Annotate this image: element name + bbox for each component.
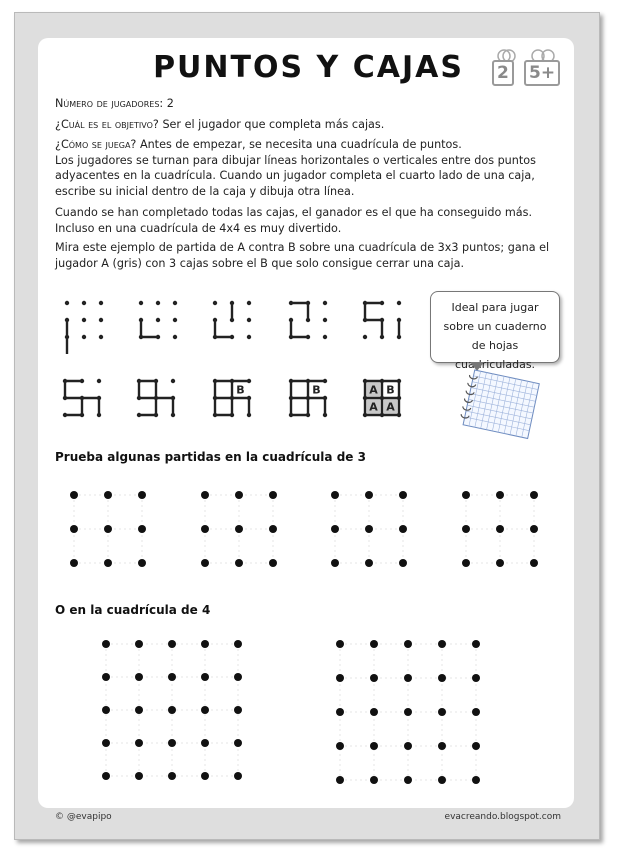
grid-dot (234, 673, 242, 681)
grid-dot (168, 772, 176, 780)
grid-dot (168, 673, 176, 681)
grid-dot (438, 640, 446, 648)
grid-dot (370, 776, 378, 784)
grid-dot (235, 491, 243, 499)
grid-dot (70, 559, 78, 567)
grid-dot (496, 559, 504, 567)
grid-dot (102, 706, 110, 714)
grid-dot (235, 525, 243, 533)
grid-dot (472, 640, 480, 648)
grid-dot (331, 559, 339, 567)
grid-dot (462, 525, 470, 533)
example-box-letter: B (312, 383, 321, 397)
players-value: 2 (166, 97, 174, 110)
page-title: PUNTOS Y CAJAS (153, 50, 464, 85)
grid-dot (530, 491, 538, 499)
grid-dot (70, 491, 78, 499)
practice-grid (70, 491, 146, 567)
grid-dot (135, 673, 143, 681)
grid-dot (135, 772, 143, 780)
grid-dot (365, 525, 373, 533)
grid-dot (336, 776, 344, 784)
practice-grid (336, 640, 480, 784)
grid-dot (370, 640, 378, 648)
grid-dot (138, 491, 146, 499)
grid-dot (201, 673, 209, 681)
grid-dot (104, 525, 112, 533)
players-badge-number: 2 (492, 60, 514, 86)
end-paragraph: Cuando se han completado todas las cajas, el ganador es el que ha conseguido más. Incluso en una cuadrícula de 4x4 es muy divertido. (55, 206, 533, 235)
grid4-heading: O en la cuadrícula de 4 (55, 603, 211, 617)
age-badge-number: 5+ (524, 60, 560, 86)
grid-dot (201, 706, 209, 714)
grid-dot (235, 559, 243, 567)
grid-dot (269, 525, 277, 533)
grid-dot (462, 491, 470, 499)
grid-dot (135, 640, 143, 648)
example-box-letter: A (369, 383, 378, 397)
tip-line-3: de hojas cuadriculadas. (454, 339, 536, 371)
grid-dot (438, 708, 446, 716)
grid-dot (399, 559, 407, 567)
grid-dot (438, 776, 446, 784)
practice-grid (102, 640, 242, 780)
example-box-letter: A (369, 400, 378, 414)
grid-dot (404, 742, 412, 750)
grid-dot (404, 640, 412, 648)
practice-grid (201, 491, 277, 567)
objective-text: Ser el jugador que completa más cajas. (162, 118, 385, 131)
grid-dot (370, 742, 378, 750)
grid-dot (365, 491, 373, 499)
grid-dot (201, 525, 209, 533)
grid-dot (472, 776, 480, 784)
grid-dot (336, 674, 344, 682)
grid-dot (404, 708, 412, 716)
grid-dot (438, 742, 446, 750)
grid-dot (496, 525, 504, 533)
grid-dot (168, 706, 176, 714)
grid-dot (331, 525, 339, 533)
howto-text: Antes de empezar, se necesita una cuadrícula de puntos. (139, 138, 462, 151)
grid-dot (234, 772, 242, 780)
players-label: Número de jugadores: (55, 97, 164, 110)
grid-dot (102, 739, 110, 747)
grid-dot (399, 491, 407, 499)
grid-dot (168, 739, 176, 747)
grid-dot (530, 525, 538, 533)
grid-dot (404, 776, 412, 784)
objective-label: ¿Cuál es el objetivo? (55, 118, 159, 131)
grid-dot (370, 674, 378, 682)
grid-dot (102, 772, 110, 780)
grid-dot (138, 525, 146, 533)
example-box-letter: B (386, 383, 395, 397)
grid-dot (365, 559, 373, 567)
grid-dot (234, 739, 242, 747)
grid-dot (404, 674, 412, 682)
grid-dot (234, 640, 242, 648)
grid-dot (135, 706, 143, 714)
grid-dot (102, 673, 110, 681)
grid-dot (336, 708, 344, 716)
grid-dot (234, 706, 242, 714)
tip-line-2: sobre un cuaderno (443, 320, 547, 333)
grid-dot (331, 491, 339, 499)
grid-dot (472, 742, 480, 750)
grid-dot (269, 559, 277, 567)
grid-dot (104, 559, 112, 567)
grid-dot (269, 491, 277, 499)
howto-rules: Los jugadores se turnan para dibujar líneas horizontales o verticales entre dos puntos adyacentes en la cuadrícula. Cuando un jugador completa el cuarto lado de una caja, escribe su inicial dentro de la caja y dibuja otra línea. (55, 153, 536, 198)
grid-dot (168, 640, 176, 648)
grid-dot (201, 559, 209, 567)
grid-dot (201, 772, 209, 780)
footer-url: evacreando.blogspot.com (444, 812, 561, 822)
grid-dot (462, 559, 470, 567)
grid-dot (102, 640, 110, 648)
grid-dot (438, 674, 446, 682)
practice-grid (331, 491, 407, 567)
grid-dot (472, 708, 480, 716)
grid-dot (399, 525, 407, 533)
grid-dot (135, 739, 143, 747)
grid-dot (530, 559, 538, 567)
example-box-letter: A (386, 400, 395, 414)
howto-label: ¿Cómo se juega? (55, 138, 137, 151)
footer-credit: © @evapipo (55, 812, 112, 822)
grid-dot (336, 640, 344, 648)
grid-dot (336, 742, 344, 750)
grid-dot (496, 491, 504, 499)
grid-dot (201, 739, 209, 747)
grid-dot (70, 525, 78, 533)
grid-dot (201, 491, 209, 499)
example-box-letter: B (236, 383, 245, 397)
grid3-heading: Prueba algunas partidas en la cuadrícula de 3 (55, 450, 366, 464)
grid-dot (201, 640, 209, 648)
grid-dot (370, 708, 378, 716)
tip-line-1: Ideal para jugar (451, 301, 539, 314)
example-paragraph: Mira este ejemplo de partida de A contra B sobre una cuadrícula de 3x3 puntos; gana el jugador A (gris) con 3 cajas sobre el B que solo consigue cerrar una caja. (55, 241, 550, 270)
grid-dot (104, 491, 112, 499)
grid-dot (138, 559, 146, 567)
grid-dot (472, 674, 480, 682)
practice-grid (462, 491, 538, 567)
